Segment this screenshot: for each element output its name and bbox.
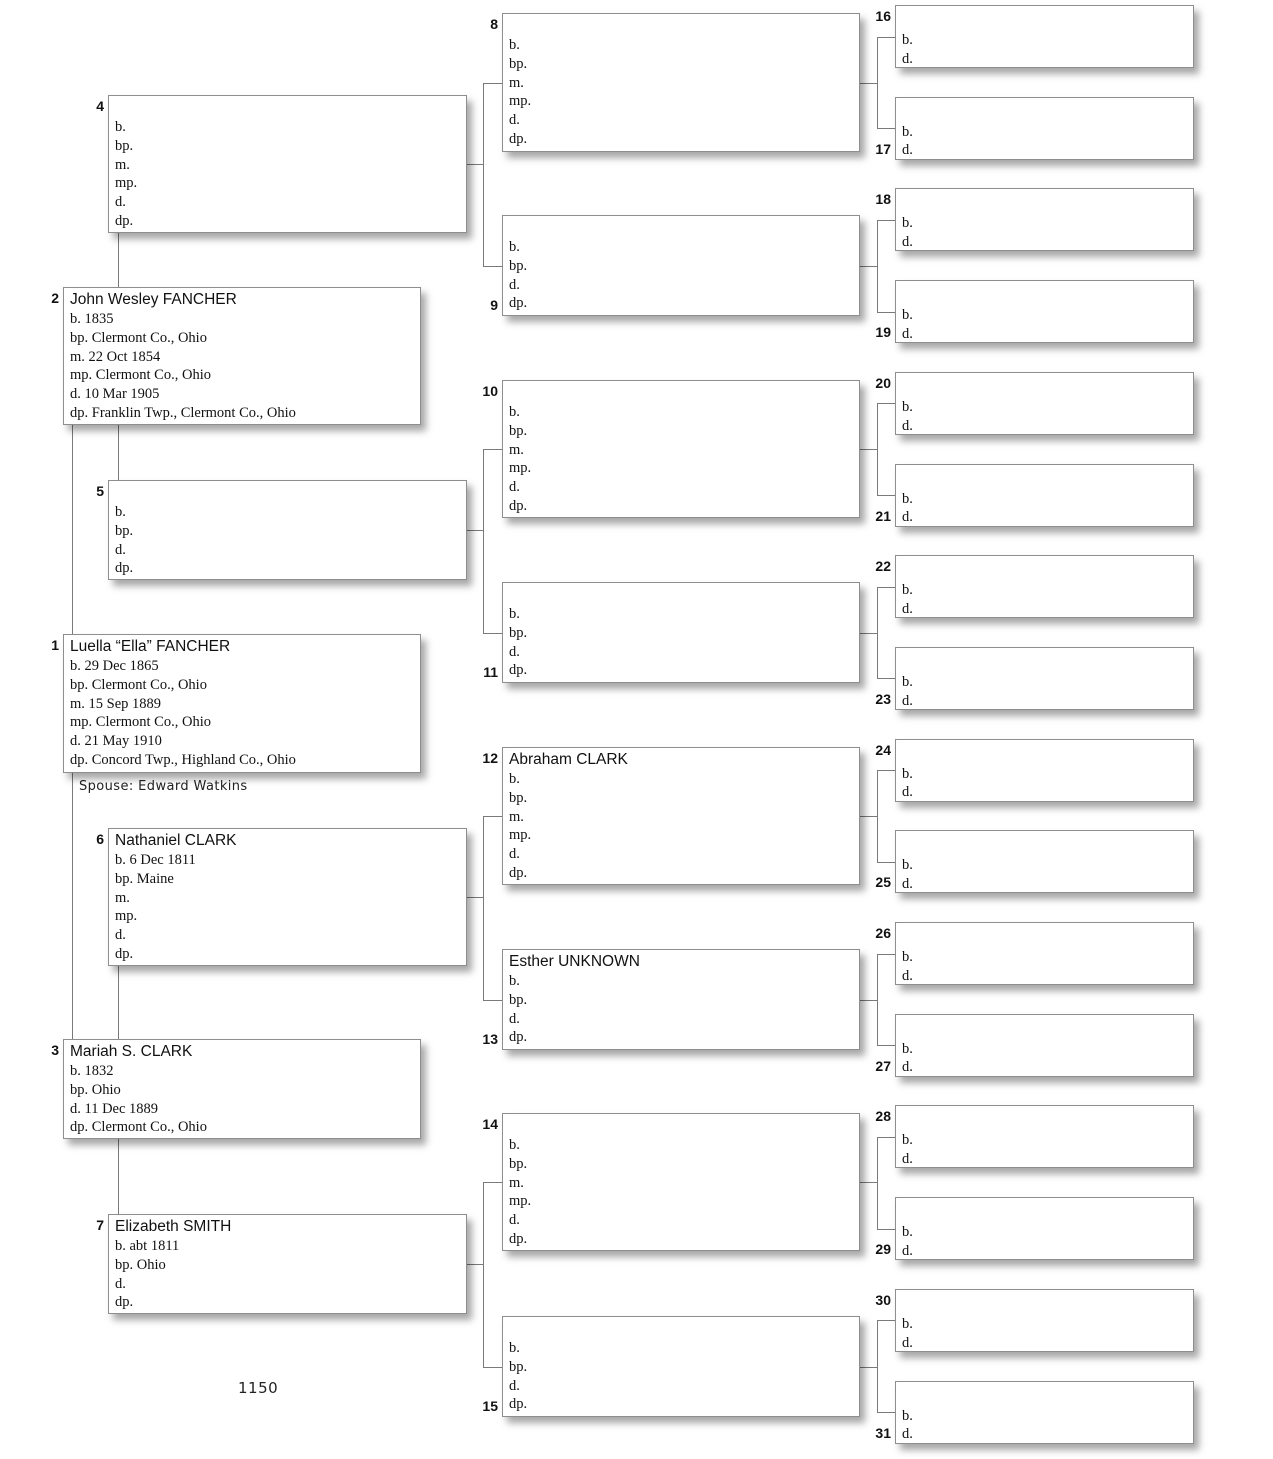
person-event: mp. (509, 827, 532, 844)
person-event: b. (902, 307, 913, 324)
connector-line (877, 770, 878, 862)
connector-line (877, 1137, 895, 1138)
ahnentafel-number: 24 (875, 741, 891, 758)
ahnentafel-number: 28 (875, 1108, 891, 1125)
person-event: d. 10 Mar 1905 (70, 386, 160, 403)
connector-line (877, 678, 895, 679)
connector-line (877, 954, 878, 1046)
person-box-15[interactable] (502, 1316, 860, 1417)
person-event: dp. (509, 864, 528, 881)
connector-line (483, 83, 502, 84)
connector-line (467, 1264, 483, 1265)
name-spacer (902, 1200, 1193, 1223)
connector-line (483, 633, 502, 634)
person-name (115, 98, 466, 118)
person-name: Esther UNKNOWN (509, 953, 640, 970)
name-spacer (902, 1108, 1193, 1131)
ahnentafel-number: 26 (875, 925, 891, 941)
connector-line (877, 862, 895, 863)
person-box-20[interactable] (895, 372, 1194, 435)
ahnentafel-number: 16 (875, 8, 891, 24)
person-name (509, 383, 859, 403)
person-event: b. (115, 504, 126, 520)
person-event: d. (902, 234, 913, 251)
person-event: mp. (115, 175, 138, 192)
connector-line (877, 403, 895, 404)
connector-line (877, 1137, 878, 1229)
spouse-note: Spouse: Edward Watkins (79, 779, 248, 794)
person-event: b. 1835 (70, 311, 114, 327)
connector-line (483, 1182, 484, 1367)
ahnentafel-number: 12 (482, 750, 498, 766)
name-spacer (902, 191, 1193, 214)
page-number: 1150 (238, 1379, 279, 1397)
person-box-5[interactable] (108, 480, 467, 580)
person-event: b. 1832 (70, 1063, 114, 1079)
connector-line (118, 425, 119, 481)
person-name (509, 1116, 859, 1136)
person-box-1[interactable] (63, 634, 421, 773)
person-event: dp. (115, 212, 134, 229)
person-event: b. (509, 771, 520, 787)
connector-line (877, 37, 895, 38)
person-event: b. (509, 1340, 520, 1356)
person-event: d. (509, 479, 520, 496)
person-event: b. (509, 239, 520, 255)
name-spacer (902, 833, 1193, 856)
person-event: mp. (509, 460, 532, 477)
person-event: d. (902, 1059, 913, 1076)
name-spacer (902, 467, 1193, 490)
person-event: d. 21 May 1910 (70, 733, 162, 750)
person-box-31[interactable] (895, 1381, 1194, 1444)
person-box-7[interactable] (108, 1214, 467, 1314)
person-name: Nathaniel CLARK (115, 832, 237, 849)
name-spacer (902, 650, 1193, 673)
name-spacer (902, 925, 1193, 948)
person-event: d. (902, 1334, 913, 1351)
ahnentafel-number: 20 (875, 374, 891, 391)
person-event: d. (902, 600, 913, 617)
connector-line (877, 403, 878, 495)
connector-line (877, 1045, 895, 1046)
person-event: mp. (509, 1193, 532, 1210)
person-event: d. (902, 50, 913, 67)
person-event: bp. Clermont Co., Ohio (70, 676, 207, 693)
person-box-6[interactable] (108, 828, 467, 966)
person-event: dp. (509, 1230, 528, 1247)
person-event: dp. (509, 130, 528, 147)
ahnentafel-number: 14 (482, 1116, 498, 1132)
name-spacer (902, 1384, 1193, 1407)
ahnentafel-number: 2 (51, 290, 59, 306)
person-event: m. (509, 74, 524, 91)
person-event: bp. Maine (115, 870, 174, 887)
ahnentafel-number: 5 (96, 483, 104, 499)
person-event: dp. Concord Twp., Highland Co., Ohio (70, 751, 296, 768)
ahnentafel-number: 13 (482, 1031, 498, 1047)
person-event: bp. Ohio (70, 1081, 121, 1098)
person-event: d. (902, 325, 913, 342)
name-spacer (902, 558, 1193, 581)
person-event: b. 6 Dec 1811 (115, 852, 196, 868)
person-box-21[interactable] (895, 464, 1194, 527)
ahnentafel-number: 7 (96, 1217, 104, 1233)
connector-line (483, 1000, 502, 1001)
person-box-13[interactable] (502, 949, 860, 1050)
ahnentafel-number: 10 (482, 383, 498, 399)
connector-line (860, 1182, 877, 1183)
person-box-23[interactable] (895, 647, 1194, 710)
ahnentafel-number: 9 (490, 297, 498, 313)
connector-line (860, 1367, 877, 1368)
connector-line (483, 816, 502, 817)
person-name (509, 218, 859, 238)
connector-line (483, 1182, 502, 1183)
person-box-26[interactable] (895, 922, 1194, 985)
person-event: d. (509, 1010, 520, 1027)
person-event: b. (902, 1224, 913, 1241)
person-box-2[interactable] (63, 287, 421, 425)
ahnentafel-number: 29 (875, 1241, 891, 1258)
connector-line (118, 966, 119, 1040)
person-box-4[interactable] (108, 95, 467, 233)
ahnentafel-number: 6 (96, 831, 104, 847)
person-event: m. 15 Sep 1889 (70, 695, 162, 712)
connector-line (877, 1320, 895, 1321)
person-box-16[interactable] (895, 5, 1194, 68)
person-event: m. (509, 1174, 524, 1191)
person-event: bp. (115, 137, 134, 154)
person-event: d. (509, 112, 520, 129)
person-box-11[interactable] (502, 582, 860, 683)
person-box-24[interactable] (895, 739, 1194, 802)
person-event: b. (902, 857, 913, 874)
person-event: bp. (509, 257, 528, 274)
person-event: m. (509, 441, 524, 458)
person-event: dp. (509, 497, 528, 514)
ahnentafel-number: 17 (875, 140, 891, 157)
person-name: Elizabeth SMITH (115, 1218, 232, 1235)
person-box-17[interactable] (895, 97, 1194, 160)
person-box-9[interactable] (502, 215, 860, 316)
person-name (509, 585, 859, 605)
connector-line (877, 37, 878, 129)
person-event: b. (902, 765, 913, 782)
connector-line (483, 449, 502, 450)
person-box-30[interactable] (895, 1289, 1194, 1352)
person-event: b. (902, 1132, 913, 1149)
person-event: d. (902, 876, 913, 893)
ahnentafel-number: 4 (96, 98, 104, 114)
person-event: d. (902, 509, 913, 526)
connector-line (467, 530, 483, 531)
person-event: b. (902, 673, 913, 690)
person-event: b. abt 1811 (115, 1238, 180, 1254)
name-spacer (902, 1017, 1193, 1040)
connector-line (860, 816, 877, 817)
connector-line (860, 633, 877, 634)
ahnentafel-number: 21 (875, 507, 891, 524)
connector-line (483, 83, 484, 266)
person-event: dp. Franklin Twp., Clermont Co., Ohio (70, 404, 296, 421)
person-event: m. (115, 156, 130, 173)
ahnentafel-number: 25 (875, 874, 891, 891)
person-event: d. (902, 692, 913, 709)
person-event: bp. (115, 522, 134, 539)
person-event: d. (115, 927, 126, 944)
person-event: bp. (509, 422, 528, 439)
person-event: m. (509, 808, 524, 825)
person-event: d. (509, 1377, 520, 1394)
person-event: bp. (509, 55, 528, 72)
person-name: Abraham CLARK (509, 751, 628, 768)
person-event: bp. (509, 789, 528, 806)
ahnentafel-number: 15 (482, 1398, 498, 1414)
ahnentafel-number: 18 (875, 191, 891, 208)
person-event: d. (902, 1426, 913, 1443)
person-event: mp. Clermont Co., Ohio (70, 367, 211, 384)
person-name: John Wesley FANCHER (70, 291, 237, 308)
connector-line (877, 954, 895, 955)
person-event: b. (902, 32, 913, 48)
connector-line (877, 312, 895, 313)
ahnentafel-number: 3 (51, 1042, 59, 1058)
person-event: d. (509, 1212, 520, 1229)
person-event: d. (902, 1242, 913, 1259)
connector-line (467, 164, 483, 165)
connector-line (877, 220, 895, 221)
person-event: b. (509, 404, 520, 420)
person-event: dp. (509, 1396, 528, 1413)
person-box-29[interactable] (895, 1197, 1194, 1260)
ahnentafel-number: 19 (875, 324, 891, 341)
person-box-8[interactable] (502, 13, 860, 152)
person-event: b. (115, 119, 126, 135)
person-event: b. (509, 37, 520, 53)
name-spacer (902, 8, 1193, 31)
ahnentafel-number: 23 (875, 690, 891, 707)
person-event: dp. (509, 1029, 528, 1046)
person-name: Luella “Ella” FANCHER (70, 638, 231, 655)
ahnentafel-number: 8 (490, 16, 498, 32)
connector-line (877, 587, 878, 679)
person-event: b. (902, 215, 913, 232)
person-name (509, 1319, 859, 1339)
ahnentafel-number: 1 (51, 637, 59, 653)
person-name (509, 16, 859, 36)
person-event: d. (509, 846, 520, 863)
person-event: d. (509, 643, 520, 660)
person-event: b. (902, 582, 913, 599)
connector-line (860, 1000, 877, 1001)
person-box-10[interactable] (502, 380, 860, 518)
connector-line (877, 220, 878, 312)
connector-line (118, 1139, 119, 1215)
person-event: b. (902, 1407, 913, 1424)
person-box-27[interactable] (895, 1014, 1194, 1077)
person-event: bp. (509, 1358, 528, 1375)
person-event: b. (902, 398, 913, 415)
person-event: b. (902, 123, 913, 140)
connector-line (877, 128, 895, 129)
person-event: b. (509, 973, 520, 989)
connector-line (877, 770, 895, 771)
ahnentafel-number: 11 (483, 664, 498, 680)
person-event: d. (115, 1275, 126, 1292)
connector-line (467, 897, 483, 898)
connector-line (877, 1412, 895, 1413)
person-event: b. (902, 1315, 913, 1332)
person-event: m. (115, 889, 130, 906)
person-event: b. (902, 1040, 913, 1057)
person-event: d. (902, 1151, 913, 1168)
connector-line (483, 816, 484, 1000)
person-box-18[interactable] (895, 188, 1194, 251)
name-spacer (902, 100, 1193, 123)
person-event: d. (115, 194, 126, 211)
name-spacer (902, 742, 1193, 765)
name-spacer (902, 1292, 1193, 1315)
person-box-3[interactable] (63, 1039, 421, 1139)
connector-line (877, 587, 895, 588)
person-event: b. (509, 606, 520, 622)
person-event: bp. (509, 991, 528, 1008)
person-name: Mariah S. CLARK (70, 1043, 193, 1060)
person-event: b. (902, 949, 913, 965)
ahnentafel-number: 30 (875, 1291, 891, 1308)
person-event: dp. (509, 295, 528, 312)
connector-line (860, 83, 877, 84)
connector-line (877, 495, 895, 496)
person-event: d. (115, 541, 126, 558)
person-event: dp. (509, 662, 528, 679)
connector-line (72, 425, 73, 635)
name-spacer (902, 283, 1193, 306)
person-event: mp. (509, 93, 532, 110)
person-event: bp. (509, 624, 528, 641)
ahnentafel-number: 31 (875, 1424, 891, 1441)
connector-line (118, 233, 119, 288)
connector-line (483, 266, 502, 267)
person-event: b. 29 Dec 1865 (70, 658, 159, 674)
person-event: dp. (115, 1294, 134, 1311)
connector-line (877, 1229, 895, 1230)
person-event: d. (902, 142, 913, 159)
ahnentafel-number: 22 (875, 558, 891, 575)
person-event: mp. (115, 908, 138, 925)
person-box-28[interactable] (895, 1105, 1194, 1168)
person-event: b. (509, 1137, 520, 1153)
connector-line (877, 1320, 878, 1412)
person-event: mp. Clermont Co., Ohio (70, 714, 211, 731)
connector-line (483, 1367, 502, 1368)
person-event: d. (509, 276, 520, 293)
person-event: d. 11 Dec 1889 (70, 1100, 159, 1117)
connector-line (72, 773, 73, 1040)
person-box-14[interactable] (502, 1113, 860, 1251)
person-box-25[interactable] (895, 830, 1194, 893)
person-event: dp. Clermont Co., Ohio (70, 1119, 207, 1136)
person-event: m. 22 Oct 1854 (70, 348, 161, 365)
name-spacer (902, 375, 1193, 398)
person-box-22[interactable] (895, 555, 1194, 618)
connector-line (860, 449, 877, 450)
person-event: d. (902, 967, 913, 984)
person-event: d. (902, 784, 913, 801)
person-event: bp. Ohio (115, 1256, 166, 1273)
person-box-19[interactable] (895, 280, 1194, 343)
person-event: d. (902, 417, 913, 434)
person-event: bp. Clermont Co., Ohio (70, 329, 207, 346)
person-event: dp. (115, 560, 134, 577)
connector-line (483, 449, 484, 633)
person-box-12[interactable] (502, 747, 860, 885)
person-event: dp. (115, 945, 134, 962)
ahnentafel-number: 27 (875, 1057, 891, 1074)
connector-line (860, 266, 877, 267)
person-name (115, 483, 466, 503)
person-event: b. (902, 490, 913, 507)
person-event: bp. (509, 1155, 528, 1172)
